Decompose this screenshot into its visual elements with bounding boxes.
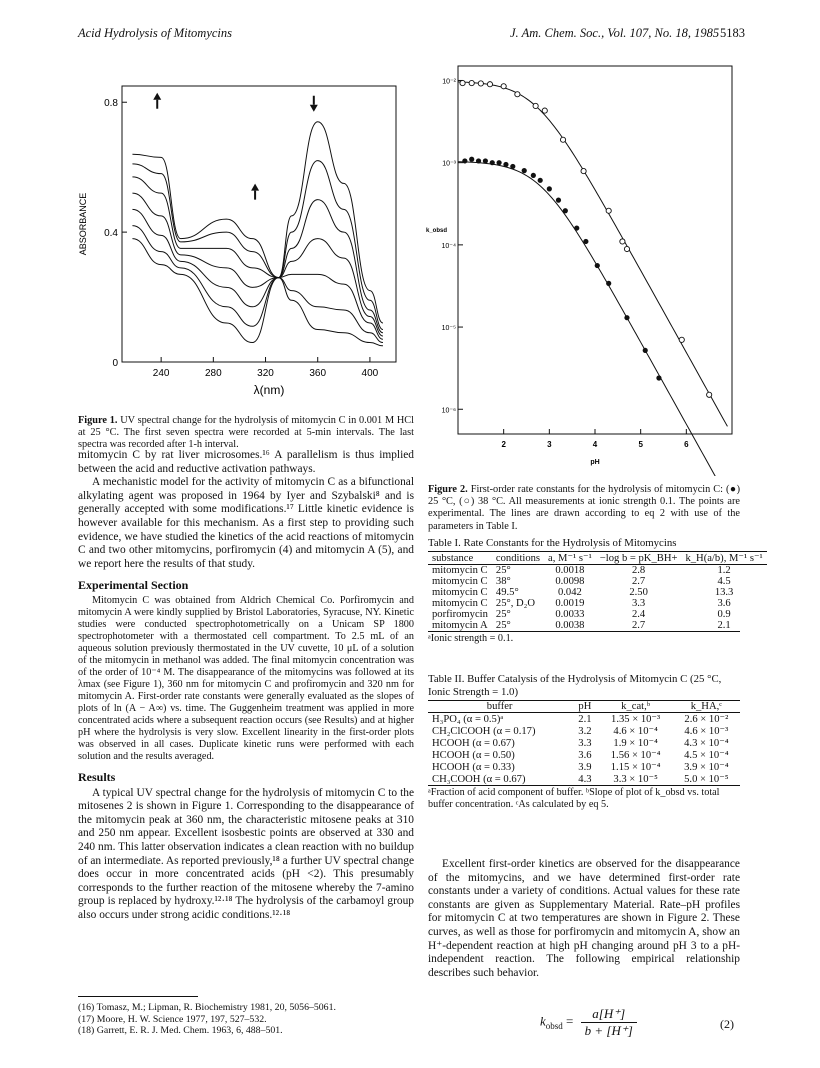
table-row (428, 737, 740, 749)
table-cell: 2.1 (578, 713, 592, 725)
fit-line-38C (458, 82, 727, 427)
equation-number: (2) (720, 1017, 734, 1031)
table2-grid (428, 700, 740, 785)
table-cell: 0.0038 (555, 620, 585, 631)
table1-title: Table I. Rate Constants for the Hydrolysis of Mitomycins (428, 537, 677, 549)
table-cell: H₃PO₄ (α = 0.5)ᵃ (432, 713, 504, 725)
table-cell: mitomycin A (432, 620, 488, 631)
figure2-caption (428, 484, 740, 533)
table-cell: 3.3 × 10⁻⁵ (613, 774, 658, 785)
y-tick-label: 10⁻⁶ (441, 407, 456, 415)
right-column (428, 858, 740, 980)
data-point-25C (531, 173, 536, 178)
table-cell: 25° (495, 609, 511, 620)
table-row (428, 749, 740, 761)
equation-denominator: b + [H⁺] (584, 1023, 633, 1038)
y-tick-label: 0 (112, 358, 118, 369)
data-point-38C (581, 168, 586, 173)
table2 (428, 673, 740, 811)
table-cell: 3.6 (578, 749, 592, 761)
table-row (428, 725, 740, 737)
data-point-38C (624, 246, 629, 251)
table-cell: 38° (495, 576, 511, 587)
fit-line-25C (458, 162, 727, 476)
data-point-25C (503, 162, 508, 167)
paragraph: Mitomycin C was obtained from Aldrich Chemical Co. Porfiromycin and mitomycin A were kindly supplied by Bristol Laboratories, Syracuse, NY. Kinetic studies were conducted spectrophotometrically on a Unicam SP 1800 spectrophotometer with a thermostated cell compartment. To 2.5 mL of an aqueous solution previously thermostated in the UV cuvette, 10 μL of a solution of the mitomycin in methanol was added. The final mitomycin concentration was of the order of 10⁻⁴ M. The disappearance of the mitomycins was followed at its λmax (see Figure 1), 360 nm for mitomycin C and profiromycin and 320 nm for mitomycin A. First-order rate constants were generally evaluated as the slopes of plots of ln (A − A∞) vs. time. The Guggenheim treatment was applied in more concentrated acids where a subsequent reaction occurs (see Results) and at higher pH where the hydrolysis is very slow. Excellent linearity in the first-order plots was observed in all cases. Duplicate kinetic runs were performed with each solution and the results averaged. (78, 594, 414, 762)
table-cell: 3.9 × 10⁻⁴ (684, 762, 729, 773)
table2-header: pH (578, 701, 592, 712)
table-cell: 0.0018 (555, 565, 585, 576)
table2-header: k_cat,ᵇ (621, 701, 651, 712)
y-axis-label: ABSORBANCE (78, 192, 88, 256)
change-arrow-head (251, 184, 259, 191)
equation-numerator: a[H⁺] (581, 1006, 637, 1023)
table-cell: CH₂ClCOOH (α = 0.17) (432, 725, 536, 737)
references (78, 1002, 414, 1037)
table-cell: 2.1 (717, 620, 731, 631)
table-cell: 4.3 × 10⁻⁴ (684, 738, 729, 749)
y-tick-label: 0.8 (104, 98, 118, 110)
table-cell: mitomycin C (432, 587, 488, 598)
table-cell: mitomycin C (432, 576, 488, 587)
data-point-25C (483, 158, 488, 163)
figure1-chart (76, 74, 416, 414)
data-point-38C (620, 239, 625, 244)
table-cell: 5.0 × 10⁻⁵ (684, 774, 729, 785)
table-cell: 3.6 (717, 598, 731, 609)
running-header-left: Acid Hydrolysis of Mitomycins (78, 26, 233, 40)
data-point-38C (478, 81, 483, 86)
table-cell: 2.50 (629, 587, 648, 598)
figure1-caption-text: UV spectral change for the hydrolysis of mitomycin C in 0.001 M HCl at 25 °C. The first seven spectra were recorded at 5-min intervals. The last spectra was recorded after 1-h interval. (78, 415, 415, 451)
table-row (428, 620, 767, 631)
data-point-25C (469, 157, 474, 162)
y-tick-label: 10⁻² (442, 78, 456, 86)
table1-footnote: ᵃIonic strength = 0.1. (428, 631, 740, 644)
table-row (428, 587, 767, 598)
data-point-38C (707, 392, 712, 397)
y-tick-label: 10⁻⁴ (441, 242, 456, 250)
equation-fraction (581, 1006, 637, 1039)
reference: (17) Moore, H. W. Science 1977, 197, 527–532. (78, 1013, 267, 1025)
table-cell: 0.0098 (555, 576, 585, 587)
page-number: 5183 (720, 26, 745, 40)
table2-footnote: ᵃFraction of acid component of buffer. ᵇSlope of plot of k_obsd vs. total buffer concentration. ᶜAs calculated by eq 5. (428, 785, 740, 811)
change-arrow-head (310, 105, 318, 112)
data-point-25C (462, 158, 467, 163)
data-point-25C (595, 263, 600, 268)
spectrum-curve (132, 154, 383, 346)
data-point-25C (563, 208, 568, 213)
data-point-25C (643, 348, 648, 353)
data-point-38C (460, 80, 465, 85)
data-point-25C (476, 158, 481, 163)
table-cell: 2.7 (631, 620, 646, 631)
figure1-caption (78, 415, 414, 452)
table-row (428, 773, 740, 785)
table-cell: 2.7 (631, 576, 646, 587)
equation-subscript: obsd (545, 1021, 563, 1032)
table1-grid (428, 551, 767, 631)
table2-header: buffer (486, 701, 513, 712)
data-point-25C (606, 281, 611, 286)
table-cell: 4.5 (717, 576, 731, 587)
x-tick-label: 3 (547, 440, 552, 449)
table-cell: 0.0019 (555, 598, 585, 609)
table-row (428, 713, 740, 726)
spectrum-curve (132, 200, 383, 333)
x-tick-label: 240 (152, 368, 170, 379)
table-cell: 1.35 × 10⁻³ (611, 714, 661, 725)
data-point-38C (679, 337, 684, 342)
data-point-25C (574, 225, 579, 230)
table-cell: 3.9 (578, 761, 592, 773)
data-point-38C (487, 82, 492, 87)
table-cell: mitomycin C (432, 598, 488, 609)
data-point-38C (469, 80, 474, 85)
x-axis-label: λ(nm) (253, 383, 285, 397)
table-cell: 0.042 (557, 587, 582, 598)
plot-frame (458, 66, 732, 434)
table-cell: 1.56 × 10⁻⁴ (610, 750, 661, 761)
data-point-25C (510, 164, 515, 169)
data-point-38C (501, 84, 506, 89)
data-point-38C (515, 92, 520, 97)
table-cell: 1.2 (717, 565, 731, 576)
section-heading: Experimental Section (78, 578, 189, 593)
running-header-right: J. Am. Chem. Soc., Vol. 107, No. 18, 1985 (510, 26, 720, 40)
table-cell: 3.3 (631, 598, 646, 609)
table-cell: 0.9 (717, 609, 731, 620)
section-heading: Results (78, 769, 116, 784)
y-tick-label: 10⁻⁵ (441, 325, 456, 333)
x-tick-label: 4 (592, 440, 598, 449)
x-tick-label: 360 (309, 368, 327, 379)
left-column (78, 449, 414, 922)
y-axis-label: k_obsd (426, 228, 448, 234)
table-cell: 2.6 × 10⁻² (684, 714, 729, 725)
paragraph: mitomycin C by rat liver microsomes.¹⁶ A parallelism is thus implied between the acid and reductive activation pathways. (78, 449, 414, 475)
figure1-caption-label: Figure 1. (78, 415, 118, 426)
figure2-caption-text: First-order rate constants for the hydrolysis of mitomycin C: (●) 25 °C, (○) 38 °C. All measurements at ionic strength 0.1. The points are experimental. The lines are drawn according to eq 2 with use of the parameters in Table I. (428, 484, 740, 532)
table-cell: 2.8 (631, 565, 646, 576)
table1 (428, 537, 763, 644)
paragraph: Excellent first-order kinetics are observed for the disappearance of the mitomycins, and we have determined first-order rate constants under a variety of conditions. Actual values for these rate constants are given as Supplementary Material. Rate–pH profiles for mitomycin C at two temperatures are shown in Figure 2. These curves, as well as those for porfiromycin and mitomycin A, show an H⁺-dependent reaction at high pH changing around pH 3 to a pH-independent reaction. The following empirical relationship describes such behavior. (428, 858, 740, 979)
x-axis-label: pH (590, 459, 600, 466)
table-cell: HCOOH (α = 0.33) (432, 761, 515, 773)
data-point-25C (624, 315, 629, 320)
table-cell: mitomycin C (432, 565, 488, 576)
table1-header: −log b = pK_BH+ (599, 553, 678, 564)
table1-header: a, M⁻¹ s⁻¹ (548, 553, 592, 564)
table-cell: 25°, D₂O (495, 598, 536, 609)
table-cell: 2.4 (631, 609, 646, 620)
table-row (428, 761, 740, 773)
data-point-38C (560, 137, 565, 142)
table1-header: conditions (495, 553, 541, 564)
table-row (428, 576, 767, 587)
x-tick-label: 400 (361, 368, 379, 379)
table-cell: HCOOH (α = 0.67) (432, 737, 515, 749)
table-row (428, 598, 767, 609)
table-cell: 3.2 (578, 725, 592, 737)
y-tick-label: 10⁻³ (442, 160, 456, 168)
table-cell: 4.6 × 10⁻³ (684, 726, 729, 737)
paragraph: A mechanistic model for the activity of mitomycin C as a bifunctional alkylating agent was proposed in 1964 by Iyer and Szybalski⁸ and is generally accepted with some modifications.¹⁷ Little kinetic evidence is however available for this mechanism. As a first step to providing such evidence, we have studied the kinetics of the acid reactions of mitomycin C and two other mitomycins, porfiromycin (4) and mitomycin A (5), and we report here the results of that study. (78, 476, 414, 570)
equation (540, 1006, 637, 1039)
data-point-25C (522, 168, 527, 173)
x-tick-label: 280 (204, 368, 222, 379)
y-tick-label: 0.4 (104, 228, 118, 240)
equation-lhs: k (540, 1013, 546, 1029)
data-point-38C (542, 108, 547, 113)
table-row (428, 565, 767, 577)
figure2-chart (422, 56, 752, 476)
table-cell: 13.3 (714, 587, 734, 598)
table2-header: k_HA,ᶜ (690, 701, 722, 712)
x-tick-label: 2 (501, 440, 506, 449)
table-row (428, 609, 767, 620)
x-tick-label: 6 (684, 440, 689, 449)
data-point-38C (533, 103, 538, 108)
table-cell: 25° (495, 620, 511, 631)
data-point-25C (538, 178, 543, 183)
data-point-25C (556, 198, 561, 203)
table-cell: 1.15 × 10⁻⁴ (610, 762, 661, 773)
table-cell: HCOOH (α = 0.50) (432, 749, 515, 761)
table-cell: 4.6 × 10⁻⁴ (613, 726, 658, 737)
reference: (16) Tomasz, M.; Lipman, R. Biochemistry 1981, 20, 5056–5061. (78, 1002, 336, 1013)
table-cell: 1.9 × 10⁻⁴ (613, 738, 658, 749)
data-point-25C (656, 375, 661, 380)
equation-equals-sign: = (566, 1013, 574, 1029)
figure2-caption-label: Figure 2. (428, 484, 468, 495)
table-cell: 0.0033 (555, 609, 585, 620)
reference: (18) Garrett, E. R. J. Med. Chem. 1963, 6, 488–501. (78, 1025, 283, 1037)
paragraph: A typical UV spectral change for the hydrolysis of mitomycin C to the mitosenes 2 is shown in Figure 1. Corresponding to the disappearance of the mitomycin peak at 360 nm, the characteristic mitosene peaks at 310 and 250 nm appear. Excellent isosbestic points are observed at 330 and 240 nm. This latter observation indicates a clean reaction with no buildup of an intermediate. As reported previously,¹⁸ a further UV spectral change does occur in more concentrated acids (pH <2). This presumably corresponds to the further reaction of the mitosene whereby the 7-amino group is replaced by hydroxy.¹²·¹⁸ The hydrolysis of the carbamoyl group also occurs under strong acidic conditions.¹²·¹⁸ (78, 786, 415, 921)
table-cell: 4.3 (578, 773, 592, 785)
data-point-25C (547, 186, 552, 191)
table1-header: k_H(a/b), M⁻¹ s⁻¹ (685, 553, 763, 564)
table1-header: substance (432, 553, 474, 564)
data-point-25C (490, 160, 495, 165)
x-tick-label: 320 (257, 368, 274, 379)
table-cell: porfiromycin (432, 609, 488, 620)
change-arrow-head (153, 93, 161, 100)
table-cell: 49.5° (495, 587, 519, 598)
table-cell: CH₃COOH (α = 0.67) (432, 773, 526, 785)
x-tick-label: 5 (638, 440, 643, 449)
table-cell: 4.5 × 10⁻⁴ (684, 750, 729, 761)
table2-title: Table II. Buffer Catalysis of the Hydrolysis of Mitomycin C (25 °C, Ionic Strength = 1.0) (428, 673, 722, 698)
footnote-rule (78, 996, 198, 997)
table-cell: 3.3 (578, 737, 592, 749)
data-point-25C (497, 160, 502, 165)
data-point-38C (606, 208, 611, 213)
table-cell: 25° (495, 565, 511, 576)
data-point-25C (583, 239, 588, 244)
